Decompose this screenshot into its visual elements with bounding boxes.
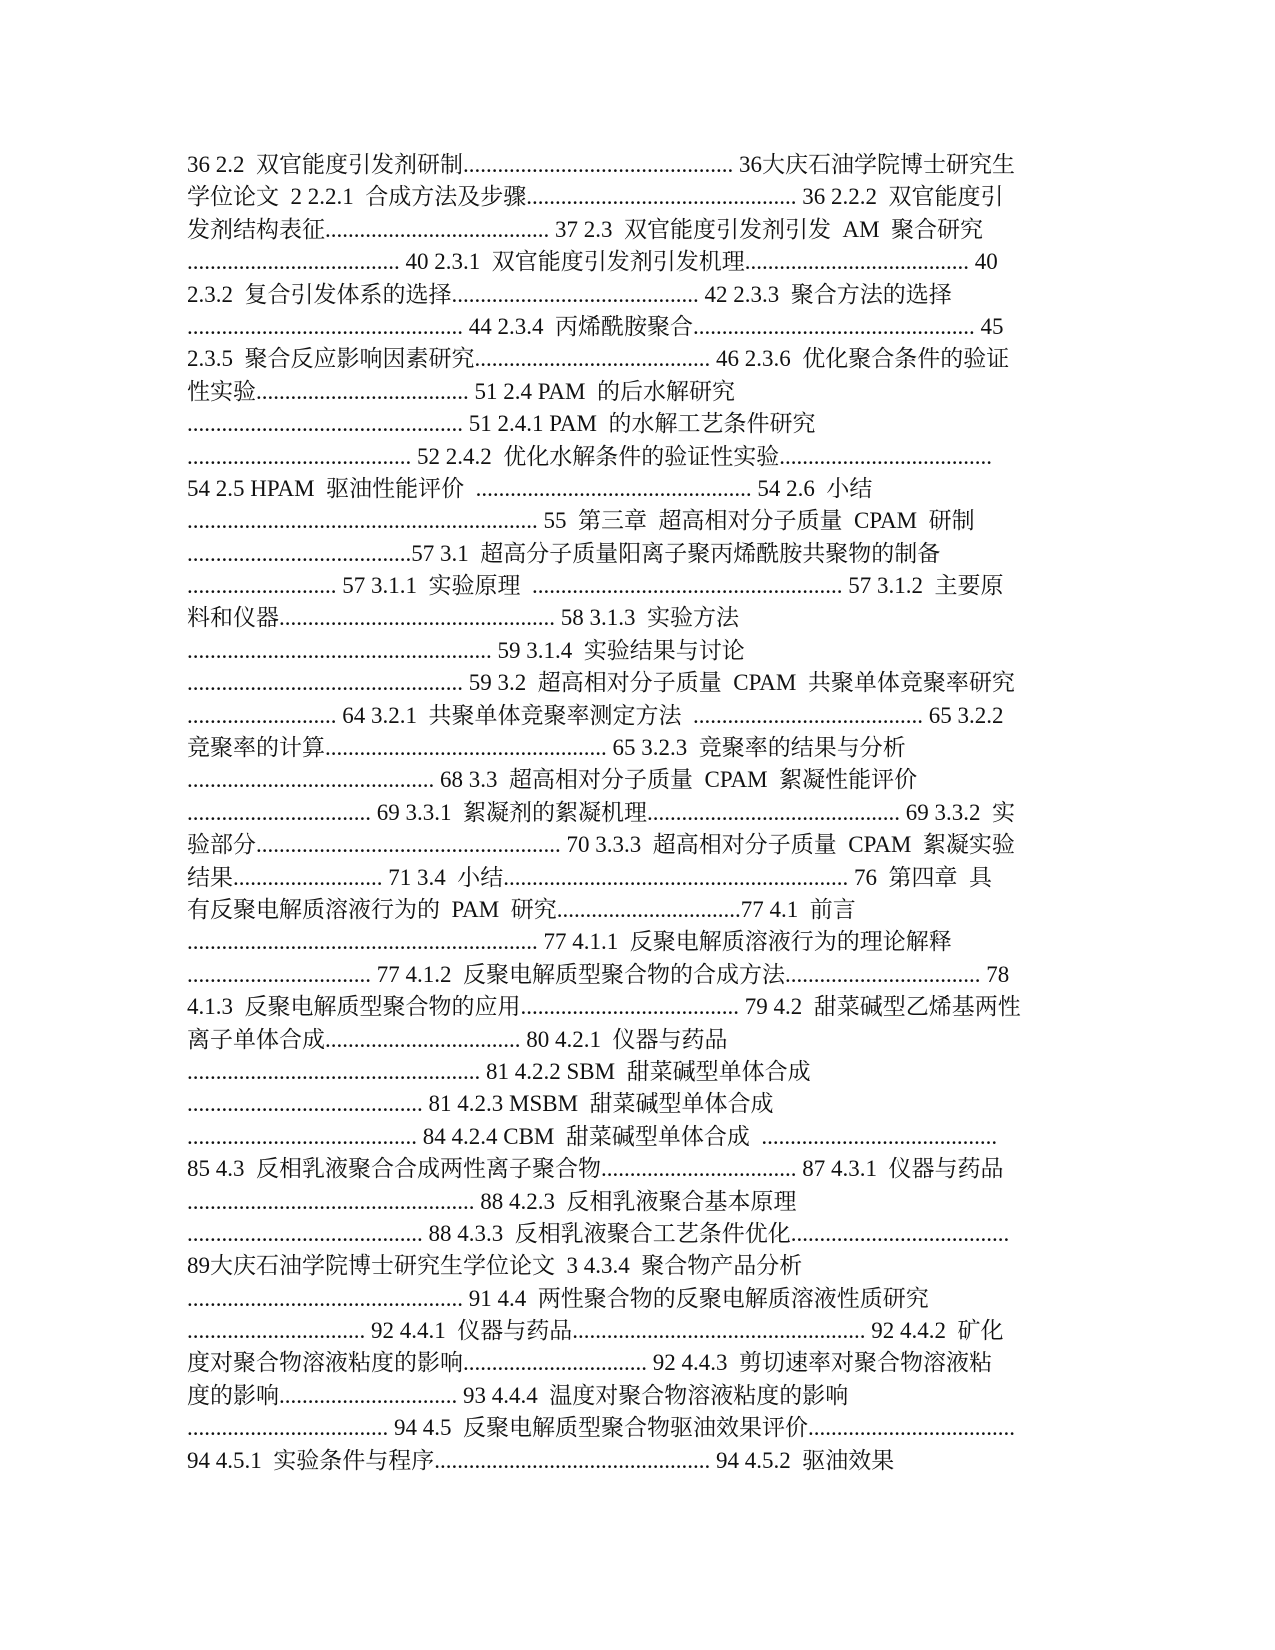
toc-line: .................................................. 88 4.2.3 反相乳液聚合基本原理 [187,1188,797,1214]
toc-line: ................................................ 51 2.4.1 PAM 的水解工艺条件研究 [187,411,816,437]
toc-line: 2.3.2 复合引发体系的选择........................................... 42 2.3.3 聚合方法的选择 [187,281,952,307]
toc-line: ............................... 92 4.4.1 仪器与药品................................................... 92 4.4.2 矿化 [187,1318,1004,1344]
toc-line: 85 4.3 反相乳液聚合合成两性离子聚合物.................................. 87 4.3.1 仪器与药品 [187,1156,1004,1182]
toc-line: ....................................... 52 2.4.2 优化水解条件的验证性实验..................................... [187,443,992,469]
toc-line: ......................................... 81 4.2.3 MSBM 甜菜碱型单体合成 [187,1091,774,1117]
table-of-contents [187,149,1087,1477]
toc-line: ..................................... 40 2.3.1 双官能度引发剂引发机理....................................... 40 [187,249,998,275]
toc-line: 36 2.2 双官能度引发剂研制............................................... 36大庆石油学院博士研究生 [187,152,1015,177]
toc-line: 度对聚合物溶液粘度的影响................................ 92 4.4.3 剪切速率对聚合物溶液粘 [187,1350,992,1376]
toc-line: 性实验..................................... 51 2.4 PAM 的后水解研究 [187,378,735,404]
toc-line: ................................ 69 3.3.1 絮凝剂的絮凝机理............................................ 69 3.3.2 实 [187,799,1015,825]
toc-line: 89大庆石油学院博士研究生学位论文 3 4.3.4 聚合物产品分析 [187,1253,803,1279]
toc-line: 54 2.5 HPAM 驱油性能评价 ................................................ 54 2.6 小结 [187,475,873,501]
toc-line: ................................................... 81 4.2.2 SBM 甜菜碱型单体合成 [187,1058,811,1084]
toc-line: ................................................ 91 4.4 两性聚合物的反聚电解质溶液性质研究 [187,1285,929,1311]
toc-line: .......................................57 3.1 超高分子质量阳离子聚丙烯酰胺共聚物的制备 [187,540,941,566]
toc-line: 2.3.5 聚合反应影响因素研究......................................... 46 2.3.6 优化聚合条件的验证 [187,346,1010,372]
toc-line: ................................ 77 4.1.2 反聚电解质型聚合物的合成方法.................................. 78 [187,961,1010,987]
toc-line: 结果.......................... 71 3.4 小结............................................................ 76 第四章 具 [187,864,992,890]
toc-line: ................................................ 44 2.3.4 丙烯酰胺聚合................................................. 45 [187,313,1004,339]
toc-line: ........................................ 84 4.2.4 CBM 甜菜碱型单体合成 ......................................... [187,1123,998,1149]
toc-line: 离子单体合成.................................. 80 4.2.1 仪器与药品 [187,1026,728,1052]
toc-line: 94 4.5.1 实验条件与程序................................................ 94 4.5.2 驱油效果 [187,1447,895,1473]
toc-line: 发剂结构表征....................................... 37 2.3 双官能度引发剂引发 AM 聚合研究 [187,216,984,242]
toc-line: ................................... 94 4.5 反聚电解质型聚合物驱油效果评价.................................... [187,1415,1015,1441]
toc-line: 学位论文 2 2.2.1 合成方法及步骤............................................... 36 2.2.2 双官能度引 [187,184,1004,210]
toc-line: .......................... 64 3.2.1 共聚单体竞聚率测定方法 ........................................ 65 3.2.2 [187,702,1004,728]
toc-line: ..................................................... 59 3.1.4 实验结果与讨论 [187,637,745,663]
toc-line: ............................................................. 55 第三章 超高相对分子质量 CPAM 研制 [187,508,975,534]
toc-line: 竞聚率的计算................................................. 65 3.2.3 竞聚率的结果与分析 [187,735,906,761]
toc-line: 度的影响............................... 93 4.4.4 温度对聚合物溶液粘度的影响 [187,1382,849,1408]
toc-line: ......................................... 88 4.3.3 反相乳液聚合工艺条件优化...................................... [187,1220,1010,1246]
toc-line: 料和仪器................................................ 58 3.1.3 实验方法 [187,605,739,631]
toc-line: ............................................................. 77 4.1.1 反聚电解质溶液行为的理论解释 [187,929,952,955]
toc-line: .......................... 57 3.1.1 实验原理 ...................................................... 57 3.1.2 主要原 [187,573,1004,599]
toc-line: 验部分..................................................... 70 3.3.3 超高相对分子质量 CPAM 絮凝实验 [187,832,1015,858]
toc-line: ................................................ 59 3.2 超高相对分子质量 CPAM 共聚单体竞聚率研究 [187,670,1015,696]
toc-line: 4.1.3 反聚电解质型聚合物的应用...................................... 79 4.2 甜菜碱型乙烯基两性 [187,994,1021,1020]
toc-line: ........................................... 68 3.3 超高相对分子质量 CPAM 絮凝性能评价 [187,767,918,793]
toc-line: 有反聚电解质溶液行为的 PAM 研究................................77 4.1 前言 [187,896,856,922]
